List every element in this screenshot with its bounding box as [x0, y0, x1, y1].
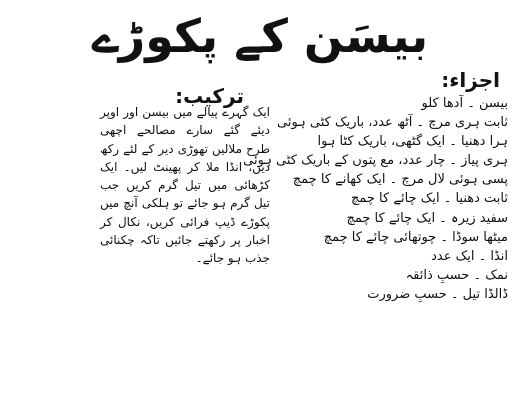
ingredient-item: سفید زیرہ ۔ ایک چائے کا چمچ — [346, 210, 508, 226]
ingredient-item: انڈا ۔ ایک عدد — [431, 248, 508, 264]
ingredients-list — [243, 94, 508, 304]
ingredients-heading: اجزاء: — [441, 68, 500, 92]
ingredient-item: ثابت ہری مرچ ۔ آٹھ عدد، باریک کٹی ہوئی — [277, 115, 508, 131]
ingredient-item: نمک ۔ حسبِ ذائقہ — [405, 267, 508, 283]
ingredient-item: پسی ہوئی لال مرچ ۔ ایک کھانے کا چمچ — [292, 172, 508, 188]
ingredient-item: میٹھا سوڈا ۔ چوتھائی چائے کا چمچ — [323, 229, 508, 245]
ingredient-item: ثابت دھنیا ۔ ایک چائے کا چمچ — [350, 191, 508, 207]
ingredient-item: ڈالڈا تیل ۔ حسبِ ضرورت — [367, 286, 508, 302]
ingredient-item: ہری پیاز ۔ چار عدد، مع پتوں کے باریک کٹی ہوئی — [243, 153, 508, 169]
ingredient-item: ہرا دھنیا ۔ ایک گٹھی، باریک کٹا ہوا — [317, 134, 508, 150]
method-section — [100, 103, 270, 268]
method-heading: ترکیب: — [175, 84, 244, 108]
method-text: ایک گہرے پیالے میں بیسن اور اوپر دیئے گئے سارے مصالحے اچھی طرح ملالیں تھوڑی دیر کے لئے رکھ دیں، انڈا ملا کر پھینٹ لیں۔ ایک کڑھائی میں تیل گرم کریں جب تیل گرم ہو جائے تو ہلکی آنچ میں پکوڑے ڈیپ فرائی کریں، نکال کر اخبار پر رکھتے جائیں تاکہ چکنائی جذب ہو جائے۔ — [100, 105, 270, 266]
recipe-title: بیسَن کے پکوڑے — [91, 9, 429, 63]
ingredient-item: بیسن ۔ آدھا کلو — [421, 96, 508, 111]
